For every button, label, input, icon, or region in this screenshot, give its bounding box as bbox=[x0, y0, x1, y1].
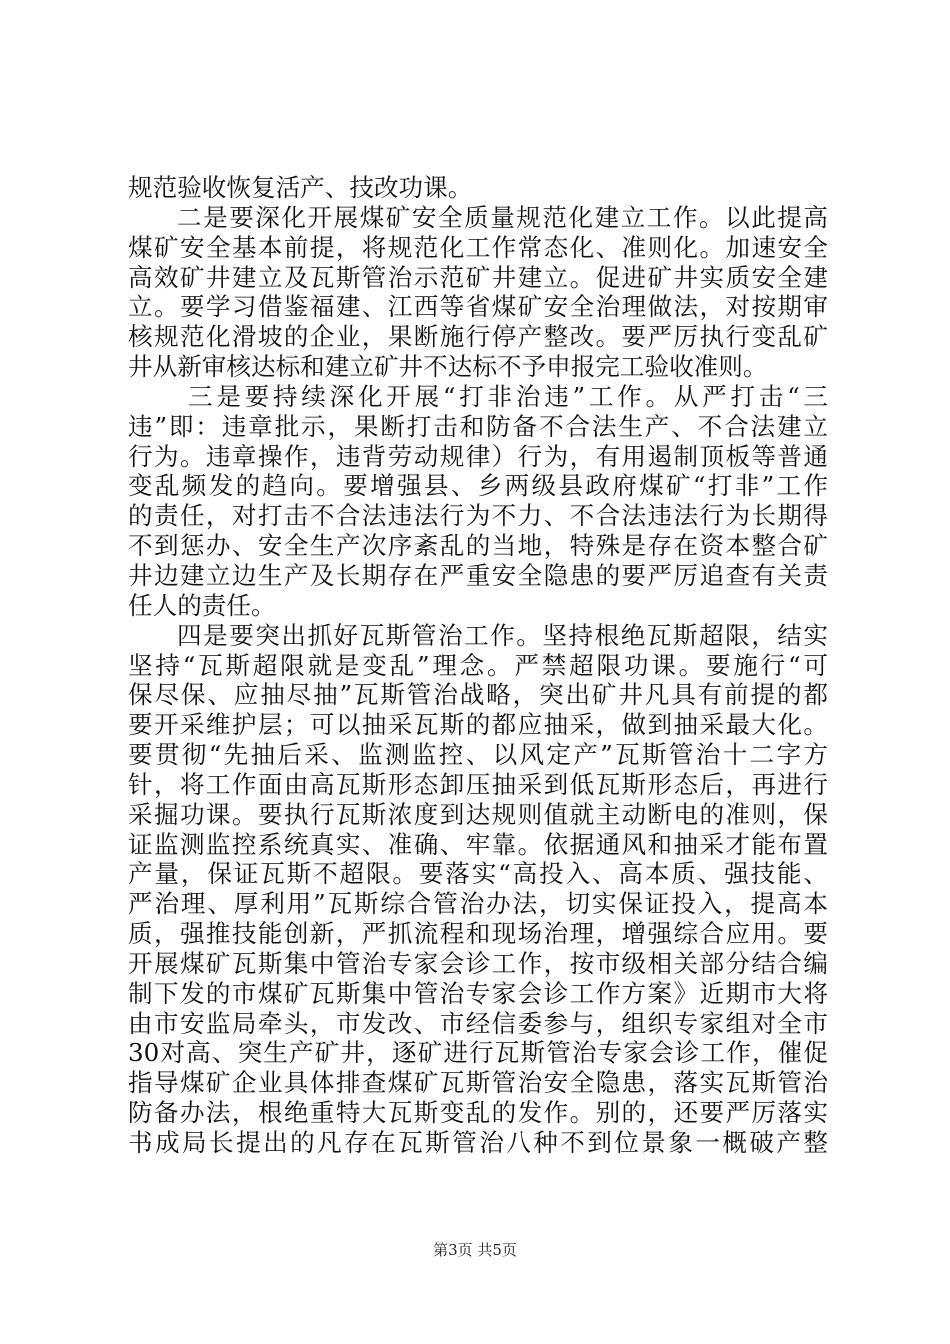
text-line: 防备办法，根绝重特大瓦斯变乱的发作。别的，还要严厉落实 bbox=[128, 1098, 828, 1128]
text-line: 针，将工作面由高瓦斯形态卸压抽采到低瓦斯形态后，再进行 bbox=[128, 769, 828, 799]
text-line: 要贯彻“先抽后采、监测监控、以风定产”瓦斯管治十二字方 bbox=[128, 740, 828, 770]
text-line: 井从新审核达标和建立矿井不达标不予申报完工验收准则。 bbox=[128, 352, 768, 382]
text-line: 违”即：违章批示，果断打击和防备不合法生产、不合法建立 bbox=[128, 411, 828, 441]
text-line: 制下发的市煤矿瓦斯集中管治专家会诊工作方案》近期市大将 bbox=[128, 978, 828, 1008]
text-line: 行为。违章操作，违背劳动规律）行为，有用遏制顶板等普通 bbox=[128, 441, 828, 471]
text-line: 核规范化滑坡的企业，果断施行停产整改。要严厉执行变乱矿 bbox=[128, 322, 828, 352]
document-body bbox=[128, 173, 828, 1158]
text-line: 30对高、突生产矿井，逐矿进行瓦斯管治专家会诊工作，催促 bbox=[128, 1038, 828, 1068]
text-line: 四是要突出抓好瓦斯管治工作。坚持根绝瓦斯超限，结实 bbox=[177, 620, 828, 650]
text-line: 的责任，对打击不合法违法行为不力、不合法违法行为长期得 bbox=[128, 501, 828, 531]
text-line: 要开采维护层；可以抽采瓦斯的都应抽采，做到抽采最大化。 bbox=[128, 710, 828, 740]
text-line: 变乱频发的趋向。要增强县、乡两级县政府煤矿“打非”工作 bbox=[128, 471, 828, 501]
text-line: 二是要深化开展煤矿安全质量规范化建立工作。以此提高 bbox=[177, 202, 828, 232]
text-line: 井边建立边生产及长期存在严重安全隐患的要严厉追查有关责 bbox=[128, 560, 828, 590]
text-line: 立。要学习借鉴福建、江西等省煤矿安全治理做法，对按期审 bbox=[128, 292, 828, 322]
text-line: 开展煤矿瓦斯集中管治专家会诊工作，按市级相关部分结合编 bbox=[128, 948, 828, 978]
text-line: 坚持“瓦斯超限就是变乱”理念。严禁超限功课。要施行“可 bbox=[128, 650, 828, 680]
text-line: 不到惩办、安全生产次序紊乱的当地，特殊是存在资本整合矿 bbox=[128, 531, 828, 561]
text-line: 由市安监局牵头，市发改、市经信委参与，组织专家组对全市 bbox=[128, 1008, 828, 1038]
text-line: 产量，保证瓦斯不超限。要落实“高投入、高本质、强技能、 bbox=[128, 859, 828, 889]
text-line: 质，强推技能创新，严抓流程和现场治理，增强综合应用。要 bbox=[128, 919, 828, 949]
text-line: 高效矿井建立及瓦斯管治示范矿井建立。促进矿井实质安全建 bbox=[128, 262, 828, 292]
page-footer: 第3页 共5页 bbox=[433, 1241, 517, 1259]
text-line: 采掘功课。要执行瓦斯浓度到达规则值就主动断电的准则，保 bbox=[128, 799, 828, 829]
text-line: 书成局长提出的凡存在瓦斯管治八种不到位景象一概破产整 bbox=[128, 1128, 828, 1157]
text-line: 三是要持续深化开展“打非治违”工作。从严打击“三 bbox=[188, 381, 828, 411]
text-line: 任人的责任。 bbox=[128, 590, 276, 620]
text-line: 严治理、厚利用”瓦斯综合管治办法，切实保证投入，提高本 bbox=[128, 889, 828, 919]
text-line: 规范验收恢复活产、技改功课。 bbox=[128, 173, 473, 202]
text-line: 煤矿安全基本前提，将规范化工作常态化、准则化。加速安全 bbox=[128, 232, 828, 262]
text-line: 保尽保、应抽尽抽”瓦斯管治战略，突出矿井凡具有前提的都 bbox=[128, 680, 828, 710]
text-line: 证监测监控系统真实、准确、牢靠。依据通风和抽采才能布置 bbox=[128, 829, 828, 859]
text-line: 指导煤矿企业具体排查煤矿瓦斯管治安全隐患，落实瓦斯管治 bbox=[128, 1068, 828, 1098]
